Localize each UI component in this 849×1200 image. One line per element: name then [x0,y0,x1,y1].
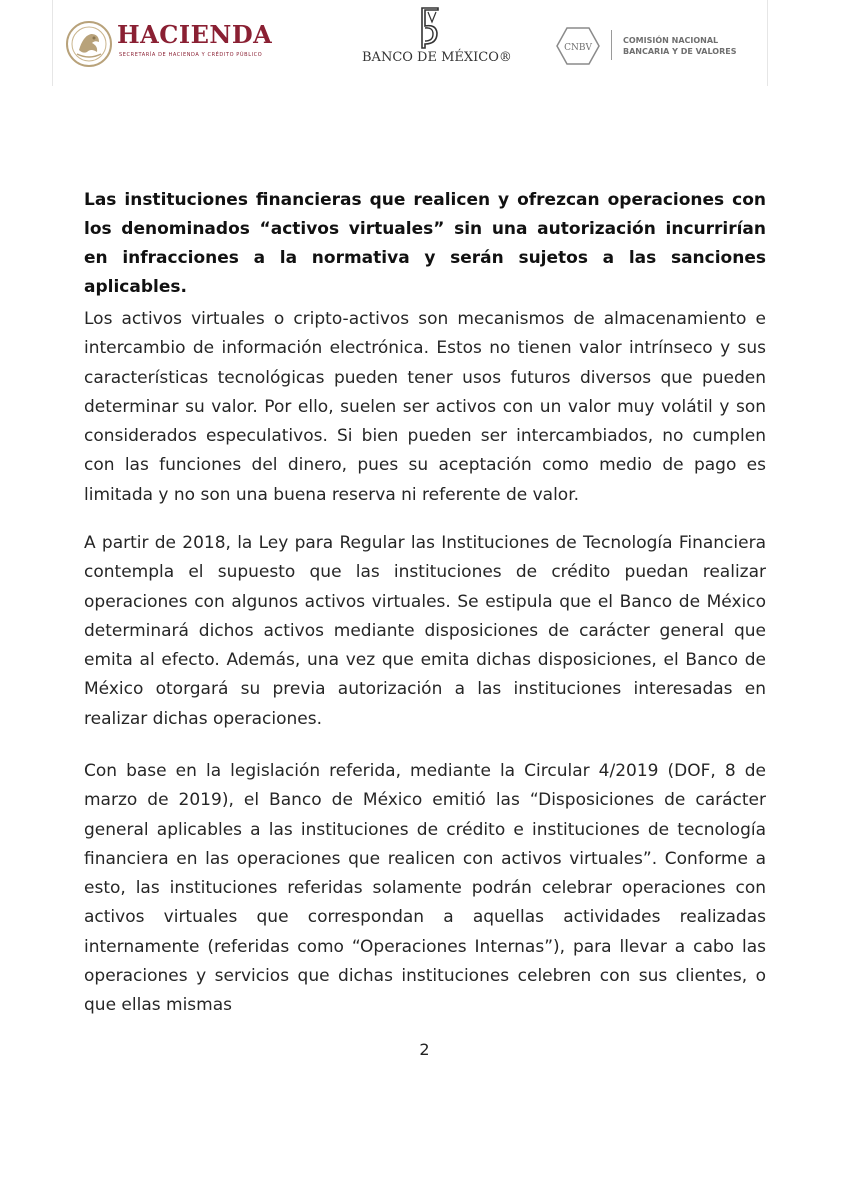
headline: Las instituciones financieras que realicen y ofrezcan operaciones con los denominados “activos virtuales” sin una autorización incurrirían en infracciones a la normativa y serán sujetos a las sanciones aplicables. [84,190,766,297]
paragraph-1: Los activos virtuales o cripto-activos son mecanismos de almacenamiento e intercambio de información electrónica. Estos no tienen valor intrínseco y sus características tecnológicas pueden tener usos futuros diversos que pueden determinar su valor. Por ello, suelen ser activos con un valor muy volátil y son considerados especulativos. Si bien pueden ser intercambiados, no cumplen con las funciones del dinero, pues su aceptación como medio de pago es limitada y no son una buena reserva ni referente de valor. [84,309,766,505]
hacienda-subtitle: SECRETARÍA DE HACIENDA Y CRÉDITO PÚBLICO [119,52,263,58]
mexican-eagle-seal-icon [65,20,113,68]
page-number: 2 [419,1040,430,1059]
banxico-logo [362,6,512,70]
paragraph-3: Con base en la legislación referida, mediante la Circular 4/2019 (DOF, 8 de marzo de 2019), el Banco de México emitió las “Disposiciones de carácter general aplicables a las instituciones de crédito e instituciones de tecnología financiera en las operaciones que realicen con activos virtuales”. Conforme a esto, las instituciones referidas solamente podrán celebrar operaciones con activos virtuales que correspondan a aquellas actividades realizadas internamente (referidas como “Operaciones Internas”), para llevar a cabo las operaciones y servicios que dichas instituciones celebren con sus clientes, o que ellas mismas [84,761,766,1016]
document-body [84,186,766,1016]
cnbv-hexagon-icon [555,26,601,66]
banxico-monogram-icon [418,6,442,50]
cnbv-name-line1: COMISIÓN NACIONAL [623,36,719,45]
cnbv-name [623,35,736,57]
cnbv-divider [611,30,612,60]
header-logos [52,0,768,86]
banxico-name: BANCO DE MÉXICO® [362,50,512,65]
hacienda-title: HACIENDA [117,20,273,49]
hacienda-logo [65,18,275,70]
paragraph-2: A partir de 2018, la Ley para Regular las Instituciones de Tecnología Financiera contempla el supuesto que las instituciones de crédito puedan realizar operaciones con algunos activos virtuales. Se estipula que el Banco de México determinará dichos activos mediante disposiciones de carácter general que emita al efecto. Además, una vez que emita dichas disposiciones, el Banco de México otorgará su previa autorización a las instituciones interesadas en realizar dichas operaciones. [84,533,766,729]
cnbv-abbr: CNBV [564,43,592,53]
cnbv-logo [555,26,755,66]
cnbv-name-line2: BANCARIA Y DE VALORES [623,47,737,56]
